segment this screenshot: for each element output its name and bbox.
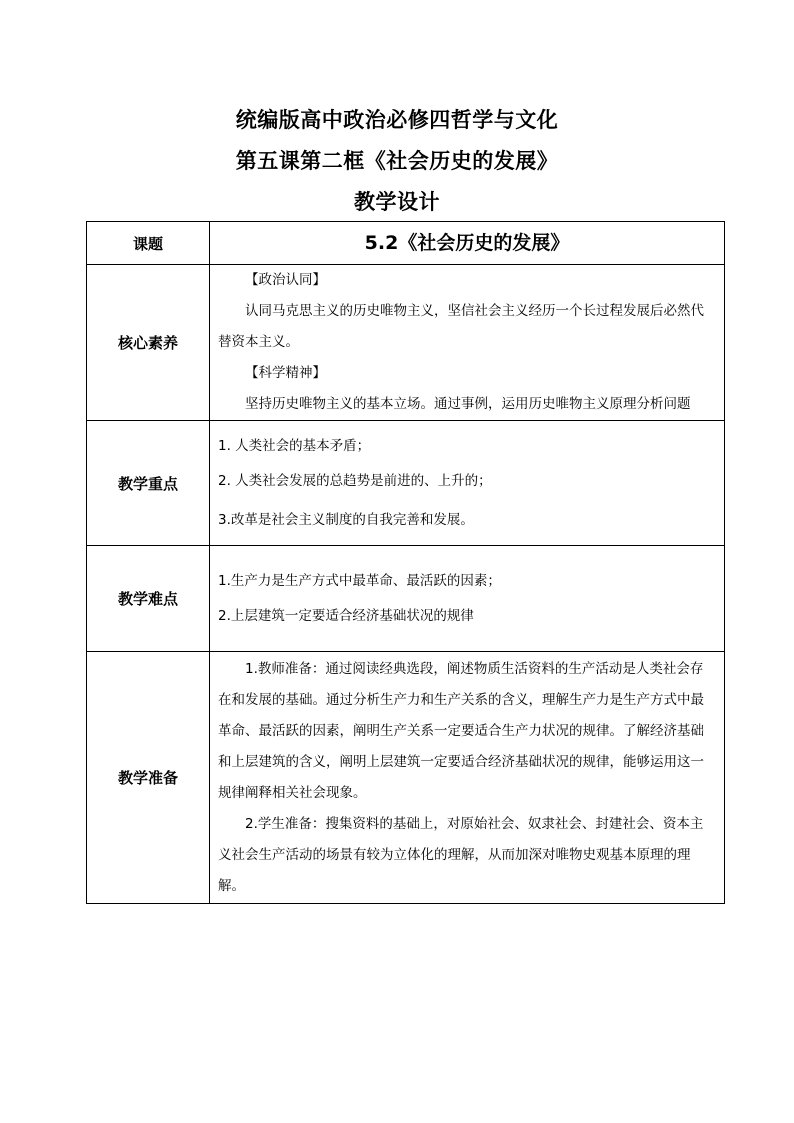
table-row-topic: [87, 222, 725, 265]
table-row-preparation: [87, 652, 725, 904]
political-identity-text: 认同马克思主义的历史唯物主义，坚信社会主义经历一个长过程发展后必然代替资本主义。: [218, 303, 704, 350]
difficulty-item-2: 2.上层建筑一定要适合经济基础状况的规律: [218, 607, 474, 624]
document-heading: [0, 100, 794, 223]
key-point-item-1: 1. 人类社会的基本矛盾；: [218, 437, 371, 454]
topic-label: 课题: [87, 222, 210, 265]
table-row-core-literacy: [87, 265, 725, 421]
document-title-line-1: 统编版高中政治必修四哲学与文化: [235, 108, 559, 132]
table-row-difficulties: [87, 546, 725, 652]
scientific-spirit-tag: 【科学精神】: [245, 365, 326, 381]
key-point-item-3: 3.改革是社会主义制度的自我完善和发展。: [218, 511, 474, 528]
preparation-cell: [210, 652, 725, 904]
difficulties-label: 教学难点: [87, 546, 210, 652]
table-row-key-points: [87, 421, 725, 546]
difficulties-cell: [210, 546, 725, 652]
teacher-preparation-text: 1.教师准备：通过阅读经典选段，阐述物质生活资料的生产活动是人类社会存在和发展的基础。通过分析生产力和生产关系的含义，理解生产力是生产方式中最革命、最活跃的因素，阐明生产关系一定要适合生产力状况的规律。了解经济基础和上层建筑的含义，阐明上层建筑一定要适合经济基础状况的规律，能够运用这一规律阐释相关社会现象。: [218, 660, 704, 801]
key-points-label: 教学重点: [87, 421, 210, 546]
document-title-line-3: 教学设计: [354, 190, 440, 214]
topic-cell: [210, 222, 725, 265]
key-points-cell: [210, 421, 725, 546]
lesson-plan-table: [86, 221, 725, 904]
scientific-spirit-text: 坚持历史唯物主义的基本立场。通过事例，运用历史唯物主义原理分析问题: [245, 396, 691, 412]
lesson-title: 5.2《社会历史的发展》: [364, 231, 570, 254]
core-literacy-label: 核心素养: [87, 265, 210, 421]
key-point-item-2: 2. 人类社会发展的总趋势是前进的、上升的；: [218, 472, 492, 489]
preparation-label: 教学准备: [87, 652, 210, 904]
document-title-line-2: 第五课第二框《社会历史的发展》: [235, 149, 559, 173]
core-literacy-cell: [210, 265, 725, 421]
difficulty-item-1: 1.生产力是生产方式中最革命、最活跃的因素；: [218, 572, 501, 589]
political-identity-tag: 【政治认同】: [245, 272, 326, 288]
student-preparation-text: 2.学生准备：搜集资料的基础上，对原始社会、奴隶社会、封建社会、资本主义社会生产活动的场景有较为立体化的理解，从而加深对唯物史观基本原理的理解。: [218, 815, 704, 894]
